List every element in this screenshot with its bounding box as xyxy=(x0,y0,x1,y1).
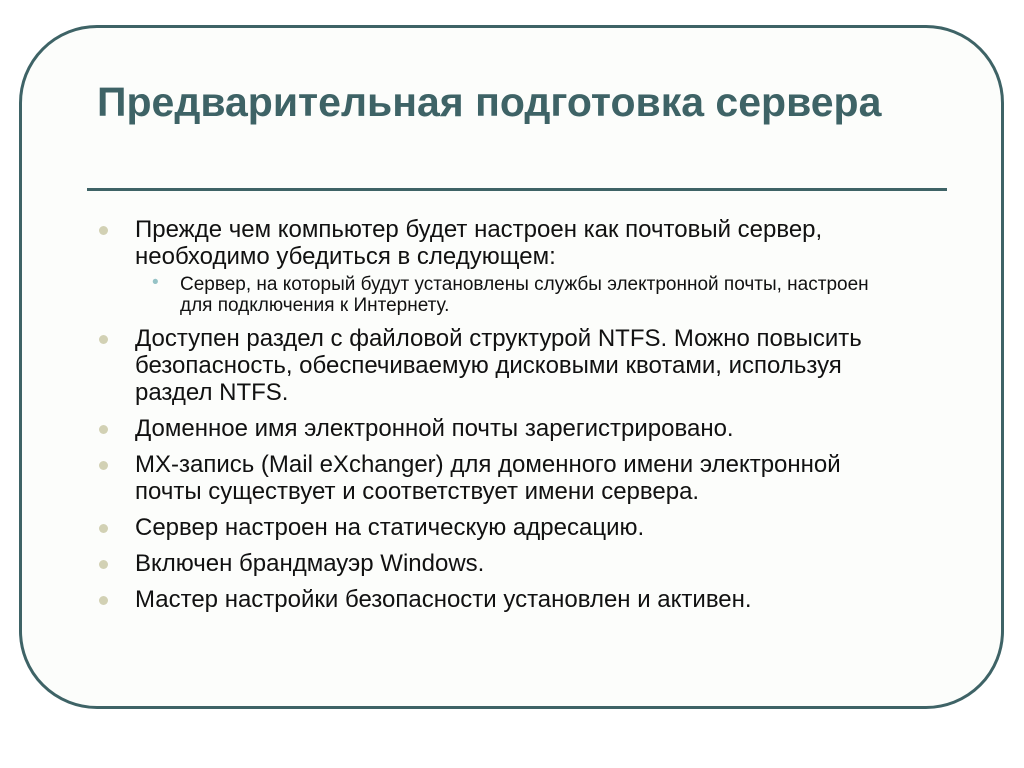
slide-title: Предварительная подготовка сервера xyxy=(97,79,882,125)
bullet-text: MX-запись (Mail eXchanger) для доменного имени электронной почты существует и соответствует имени сервера. xyxy=(135,451,841,505)
bullet-dot-icon xyxy=(99,335,108,344)
bullet-item xyxy=(99,514,899,541)
bullet-dot-icon xyxy=(99,425,108,434)
bullet-dot-icon xyxy=(99,226,108,235)
bullet-text: Прежде чем компьютер будет настроен как почтовый сервер, необходимо убедиться в следующем: xyxy=(135,216,823,270)
bullet-text: Мастер настройки безопасности установлен и активен. xyxy=(135,586,752,613)
bullet-item xyxy=(99,325,899,406)
sub-bullet-dot-icon: • xyxy=(152,272,159,293)
bullet-dot-icon xyxy=(99,596,108,605)
bullet-item xyxy=(99,550,899,577)
bullet-dot-icon xyxy=(99,560,108,569)
bullet-dot-icon xyxy=(99,461,108,470)
bullet-text: Сервер настроен на статическую адресацию. xyxy=(135,514,645,541)
bullet-text: Доменное имя электронной почты зарегистрировано. xyxy=(135,415,734,442)
bullet-item xyxy=(99,451,899,505)
bullet-item xyxy=(99,415,899,442)
bullet-dot-icon xyxy=(99,524,108,533)
bullet-list xyxy=(99,216,899,622)
bullet-item xyxy=(99,216,899,316)
sub-bullet-list xyxy=(135,274,899,316)
title-underline xyxy=(87,188,947,191)
sub-bullet-text: Сервер, на который будут установлены службы электронной почты, настроен для подключения к Интернету. xyxy=(180,274,869,316)
bullet-text: Доступен раздел с файловой структурой NTFS. Можно повысить безопасность, обеспечиваемую дисковыми квотами, используя раздел NTFS. xyxy=(135,325,862,406)
sub-bullet-item xyxy=(135,274,899,316)
bullet-item xyxy=(99,586,899,613)
bullet-text: Включен брандмауэр Windows. xyxy=(135,550,485,577)
